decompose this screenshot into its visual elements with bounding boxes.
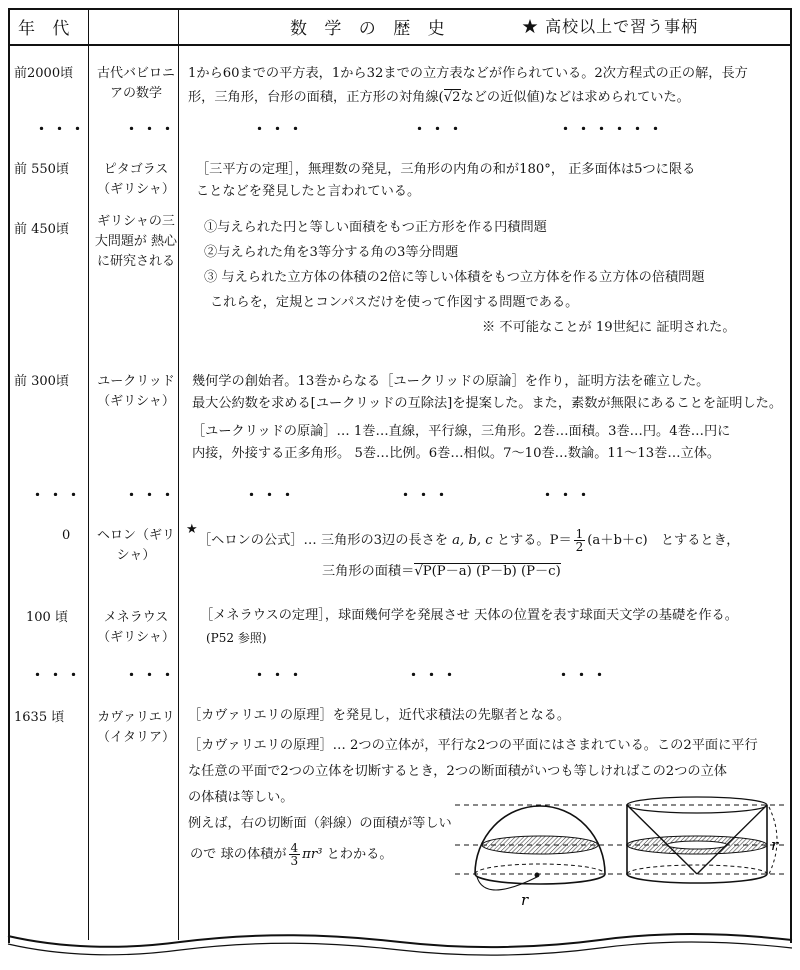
fraction-43-den: 3: [290, 854, 299, 868]
text-r5-line1: [198, 528, 739, 553]
ellipsis-text-2a: ・・・: [244, 486, 299, 504]
header-legend: ★ 高校以上で習う事柄: [522, 17, 699, 36]
sqrt2: √2: [443, 90, 461, 105]
heron-sqrt: √P(P－a) (P－b) (P－c): [414, 564, 561, 579]
who-r2: ピタゴラス（ギリシャ）: [97, 162, 175, 197]
era-r1: 前2000頃: [14, 66, 74, 81]
text-r7-line6: [190, 842, 393, 867]
text-r4-line2: 最大公約数を求める[ユークリッドの互除法]を提案した。また，素数が無限にあることを証明した。: [192, 396, 783, 411]
heron-text-b: とする。P＝: [492, 533, 572, 548]
fraction-43-num: 4: [290, 841, 299, 855]
fraction-half: [574, 528, 586, 553]
text-r6-line2: (P52 参照): [206, 631, 267, 645]
who-r3: ギリシャの三大問題が 熱心に研究される: [94, 214, 178, 269]
era-r7: 1635 頃: [14, 710, 65, 725]
who-r4: ユークリッド（ギリシャ）: [97, 374, 175, 409]
era-r2: 前 550頃: [14, 162, 69, 177]
text-r6-line1: ［メネラウスの定理］，球面幾何学を発展させ 天体の位置を表す球面天文学の基礎を作る。: [200, 608, 738, 623]
text-r4-line1: 幾何学の創始者。13巻からなる［ユークリッドの原論］を作り，証明方法を確立した。: [192, 374, 710, 389]
who-r1: 古代バビロニアの数学: [96, 66, 175, 101]
column-divider-1: [88, 8, 89, 940]
ellipsis-who-2: ・・・: [124, 486, 179, 504]
header-title: 数 学 の 歴 史: [290, 19, 451, 39]
text-r3-item3: ③ 与えられた立方体の体積の2倍に等しい体積をもつ立方体を作る立方体の倍積問題: [204, 270, 705, 285]
ellipsis-era-3: ・・・: [30, 666, 85, 684]
star-icon: ★: [186, 522, 198, 537]
radius-label-cylinder: r: [771, 836, 779, 854]
text-r2-line2: ことなどを発見したと言われている。: [196, 184, 421, 199]
sphere-text-c: とわかる。: [322, 847, 393, 862]
text-r3-item2: ②与えられた角を3等分する角の3等分問題: [204, 245, 459, 260]
text-r3-line4: これらを，定規とコンパスだけを使って作図する問題である。: [210, 295, 579, 310]
ellipsis-text-1a: ・・・: [252, 120, 307, 138]
ellipsis-text-2c: ・・・: [540, 486, 595, 504]
text-r2-line1: ［三平方の定理］，無理数の発見，三角形の内角の和が180°， 正多面体は5つに限る: [196, 162, 696, 177]
ellipsis-text-1b: ・・・: [412, 120, 467, 138]
text-r1-line2-a: 形，三角形，台形の面積，正方形の対角線(: [188, 90, 444, 105]
ellipsis-text-3c: ・・・: [556, 666, 611, 684]
text-r7-line1: ［カヴァリエリの原理］を発見し，近代求積法の先駆者となる。: [188, 708, 571, 723]
text-r7-line4: の体積は等しい。: [188, 790, 294, 805]
who-r6: メネラウス（ギリシャ）: [97, 610, 175, 645]
text-r7-line5: 例えば，右の切断面（斜線）の面積が等しい: [188, 816, 452, 831]
fraction-four-thirds: [289, 842, 301, 867]
ellipsis-who-3: ・・・: [124, 666, 179, 684]
ellipsis-era-1: ・・・: [34, 120, 89, 138]
text-r3-note: ※ 不可能なことが 19世紀に 証明された。: [482, 320, 736, 335]
fraction-half-num: 1: [575, 527, 584, 541]
era-r4: 前 300頃: [14, 374, 69, 389]
ellipsis-text-1c: ・・・・・・: [558, 120, 667, 138]
text-r4-line3: ［ユークリッドの原論］… 1巻…直線，平行線，三角形。2巻…面積。3巻…円。4巻…円に: [192, 424, 731, 439]
who-r5: ヘロン（ギリシャ）: [96, 528, 175, 563]
ellipsis-who-1: ・・・: [124, 120, 179, 138]
text-r7-line3: な任意の平面で2つの立体を切断するとき，2つの断面積がいつも等しければこの2つの立体: [188, 764, 727, 779]
ellipsis-text-2b: ・・・: [398, 486, 453, 504]
header-era: 年 代: [18, 19, 76, 39]
ellipsis-text-3a: ・・・: [252, 666, 307, 684]
text-r7-line2: ［カヴァリエリの原理］… 2つの立体が，平行な2つの平面にはさまれている。この2平面に平行: [188, 738, 758, 753]
ellipsis-era-2: ・・・: [30, 486, 85, 504]
fraction-half-den: 2: [575, 540, 584, 554]
ellipsis-text-3b: ・・・: [406, 666, 461, 684]
sphere-text-a: ので 球の体積が: [190, 847, 287, 862]
text-r1-line2-b: などの近似値)などは求められていた。: [460, 90, 690, 105]
heron-vars: a, b, c: [452, 533, 493, 548]
torn-edge: [0, 928, 800, 970]
text-r1-line2: [188, 88, 690, 109]
heron-area-label: 三角形の面積＝: [322, 564, 415, 579]
text-r4-line4: 内接，外接する正多角形。 5巻…比例。6巻…相似。7～10巻…数論。11～13巻…立体。: [192, 446, 721, 461]
radius-label-sphere: r: [521, 891, 529, 909]
text-r3-item1: ①与えられた円と等しい面積をもつ正方形を作る円積問題: [204, 220, 547, 235]
text-r1-line1: 1から60までの平方表，1から32までの立方表などが作られている。2次方程式の正の解，長方: [188, 66, 748, 81]
header-divider: [8, 44, 792, 46]
heron-text-c: (a＋b＋c) とするとき，: [587, 533, 740, 548]
column-divider-2: [178, 8, 179, 940]
sphere-formula: πr³: [302, 847, 323, 862]
era-r3: 前 450頃: [14, 222, 69, 237]
cavalieri-figure: [455, 795, 785, 910]
who-r7: カヴァリエリ（イタリア）: [96, 710, 175, 745]
text-r5-line2: [322, 562, 561, 583]
era-r5: 0: [62, 528, 71, 543]
era-r6: 100 頃: [26, 610, 68, 625]
heron-text-a: ［ヘロンの公式］… 三角形の3辺の長さを: [198, 533, 453, 548]
